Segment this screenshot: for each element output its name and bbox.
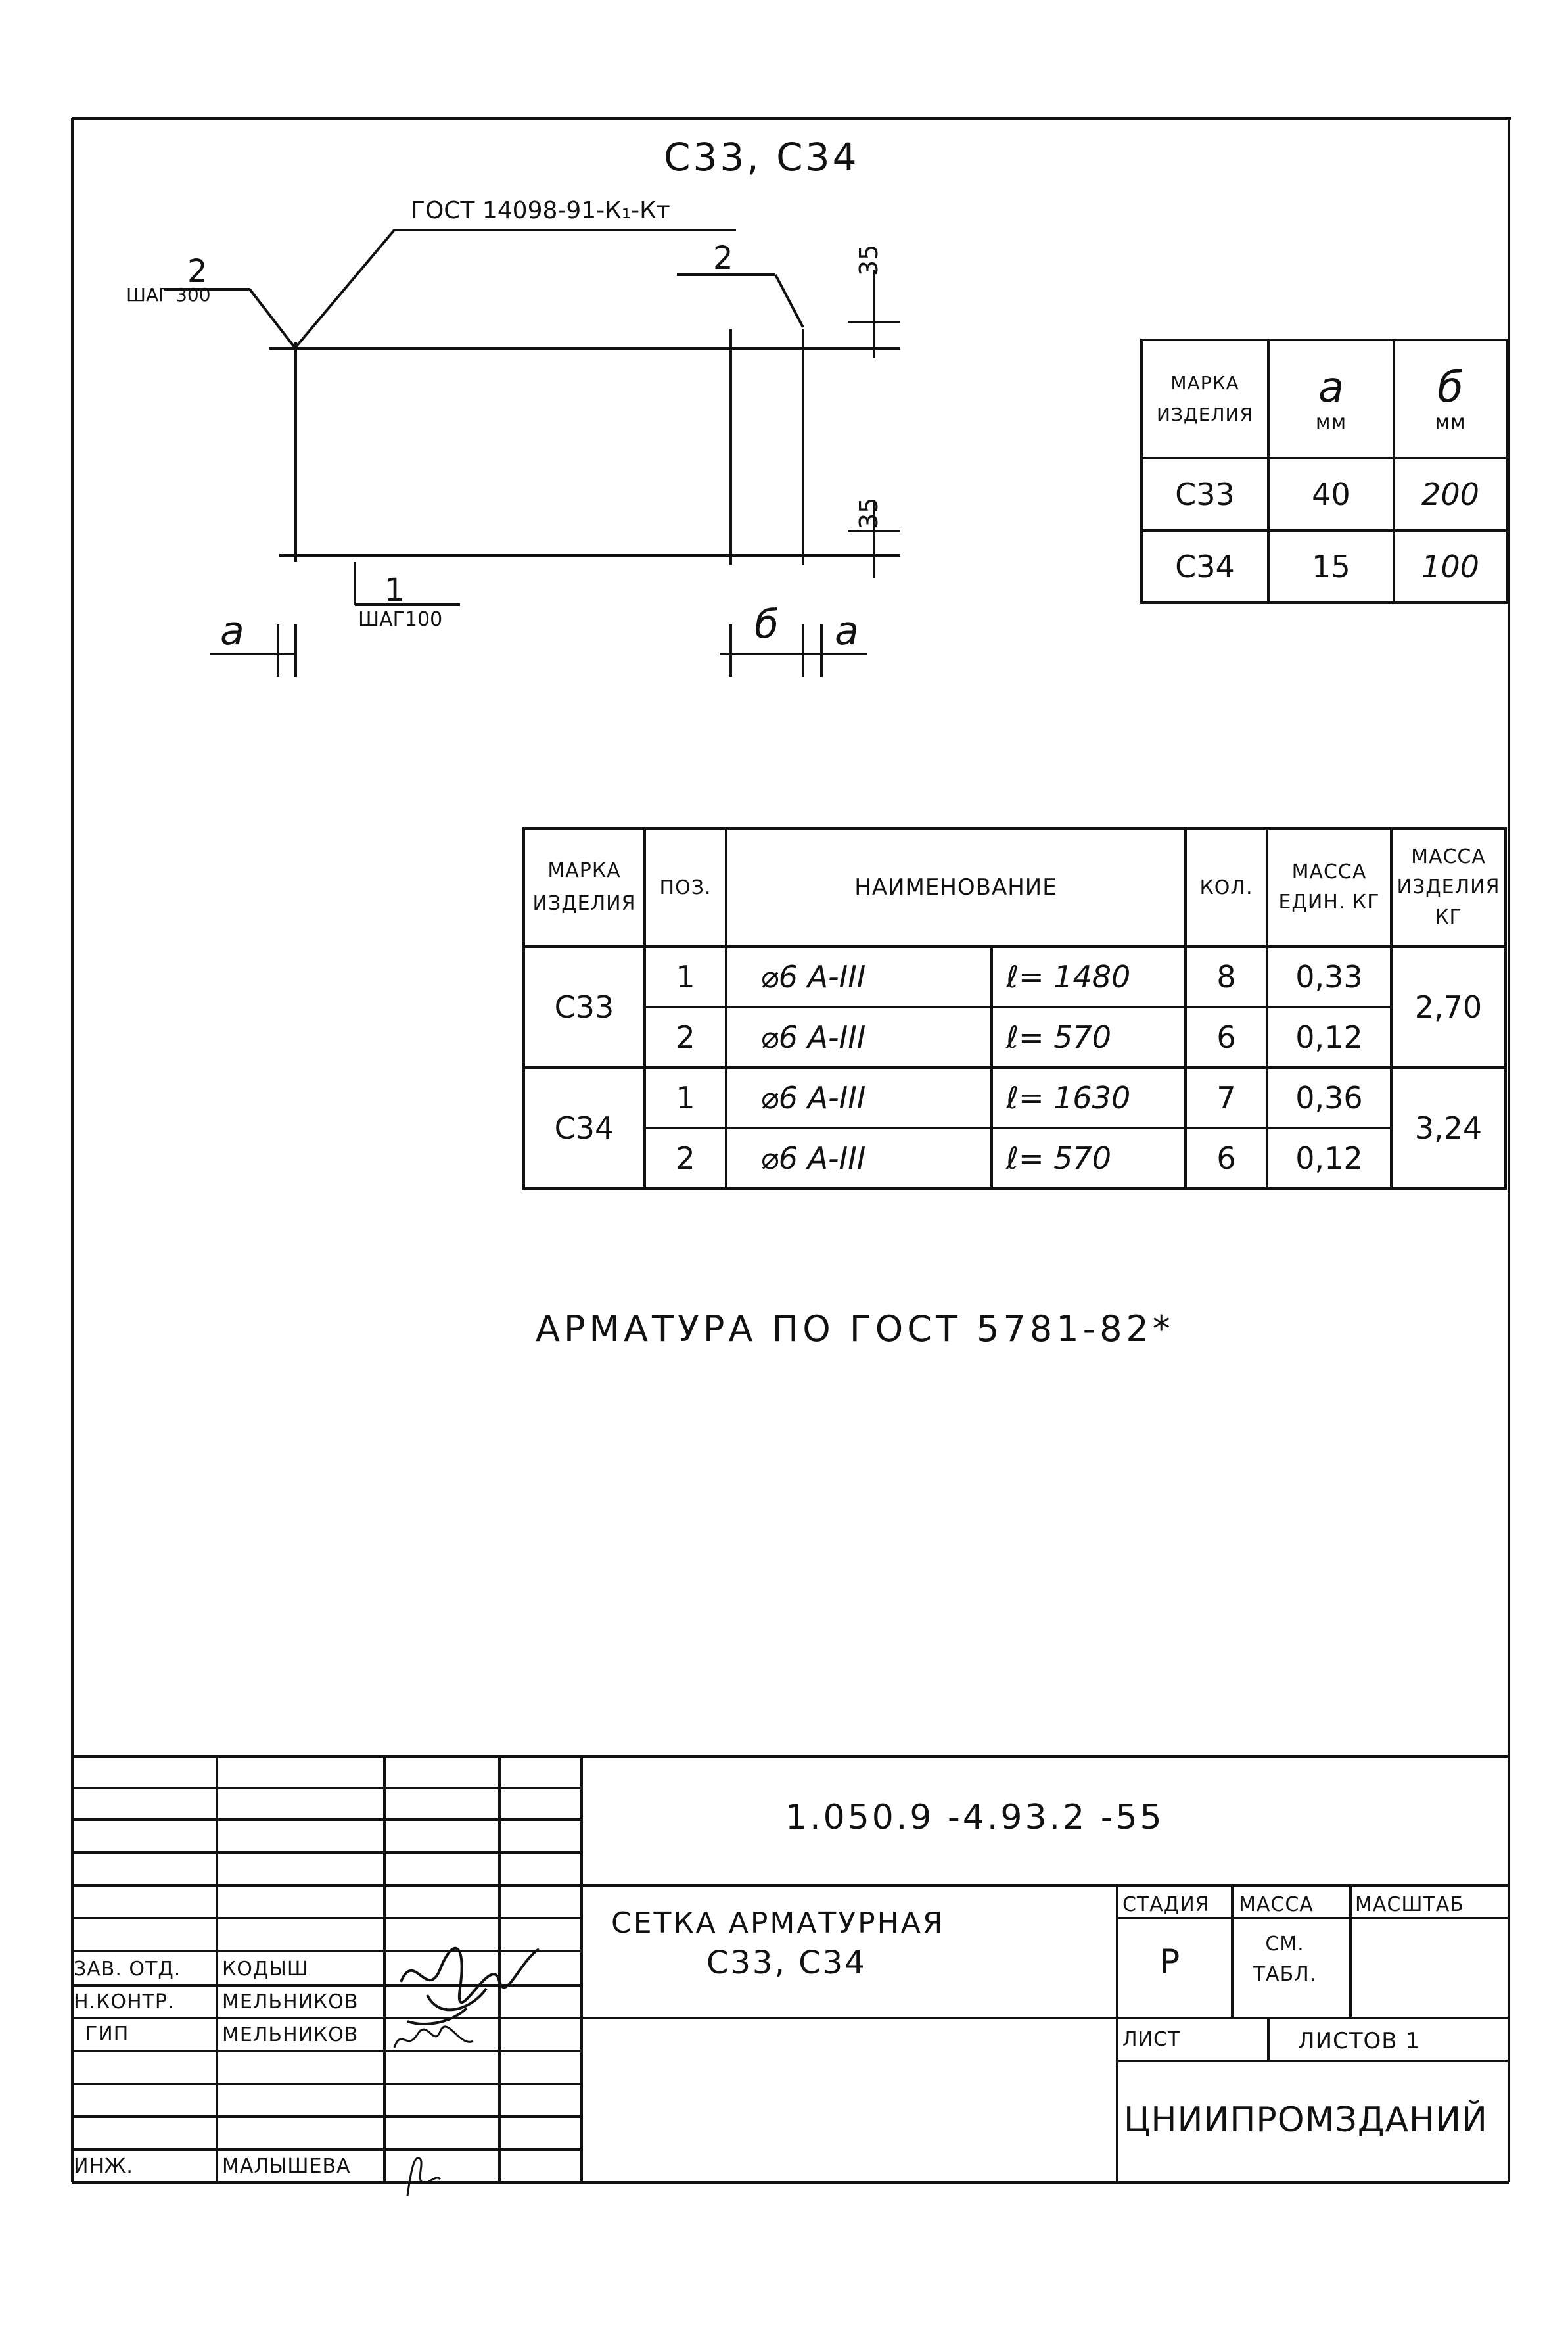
- name-chief-engineer: МЕЛЬНИКОВ: [222, 2023, 359, 2046]
- doc-name-line2: С33, С34: [706, 1944, 867, 1981]
- spec-mass: 0,36: [1267, 1068, 1391, 1128]
- pos2-left-number: 2: [187, 253, 208, 290]
- dim-table-header-a: а мм: [1268, 340, 1394, 458]
- role-engineer: ИНЖ.: [74, 2155, 133, 2178]
- dim-table-a: 40: [1268, 458, 1394, 530]
- spec-length: ℓ= 1630: [992, 1068, 1186, 1128]
- spec-pos: 2: [645, 1128, 726, 1189]
- spec-table-header-row: [524, 828, 1506, 947]
- signature-engineer: [394, 2146, 447, 2199]
- spec-header-mass-item: МАССА ИЗДЕЛИЯ КГ: [1391, 828, 1506, 947]
- spec-mark: С34: [524, 1068, 645, 1189]
- spec-qty: 6: [1186, 1128, 1267, 1189]
- spec-mass-item: 2,70: [1391, 947, 1506, 1068]
- scale-label: МАСШТАБ: [1355, 1893, 1464, 1916]
- pos2-right-number: 2: [713, 240, 733, 277]
- dim-table-a: 15: [1268, 530, 1394, 603]
- table-row: [524, 947, 1506, 1007]
- organization-name: ЦНИИПРОМЗДАНИЙ: [1124, 2100, 1488, 2140]
- spec-header-mark: МАРКА ИЗДЕЛИЯ: [524, 828, 645, 947]
- spec-pos: 2: [645, 1007, 726, 1068]
- spec-mark: С33: [524, 947, 645, 1068]
- dim-table-mark: С33: [1141, 458, 1268, 530]
- spec-name: ⌀6 А-III: [726, 1128, 992, 1189]
- stage-label: СТАДИЯ: [1122, 1893, 1210, 1916]
- spec-mass: 0,12: [1267, 1007, 1391, 1068]
- sheet-label: ЛИСТ: [1122, 2028, 1181, 2051]
- role-norm-control: Н.КОНТР.: [74, 1990, 175, 2013]
- dim-table-header-mark: МАРКА ИЗДЕЛИЯ: [1141, 340, 1268, 458]
- spec-pos: 1: [645, 1068, 726, 1128]
- sheets-label: ЛИСТОВ 1: [1298, 2028, 1421, 2054]
- spec-pos: 1: [645, 947, 726, 1007]
- dim-a-right: а: [835, 608, 859, 654]
- spec-table: [522, 827, 1507, 1190]
- spec-qty: 6: [1186, 1007, 1267, 1068]
- table-row: [1141, 530, 1507, 603]
- dim-table-b: 100: [1394, 530, 1507, 603]
- reinforcement-note: АРМАТУРА ПО ГОСТ 5781-82*: [536, 1308, 1174, 1350]
- spec-mass-item: 3,24: [1391, 1068, 1506, 1189]
- pos1-number: 1: [384, 572, 405, 609]
- table-row: [524, 1007, 1506, 1068]
- mass-label: МАССА: [1239, 1893, 1314, 1916]
- spec-length: ℓ= 1480: [992, 947, 1186, 1007]
- spec-mass: 0,33: [1267, 947, 1391, 1007]
- drawing-title: С33, С34: [664, 135, 860, 179]
- table-row: [524, 1128, 1506, 1189]
- spec-mass: 0,12: [1267, 1128, 1391, 1189]
- dim-b: б: [754, 601, 779, 648]
- gost-label: ГОСТ 14098-91-К₁-Кт: [411, 197, 670, 224]
- table-row: [1141, 458, 1507, 530]
- dim-table: [1140, 339, 1508, 604]
- dim-35-top: 35: [854, 244, 883, 276]
- doc-name-line1: СЕТКА АРМАТУРНАЯ: [611, 1906, 945, 1940]
- spec-name: ⌀6 А-III: [726, 947, 992, 1007]
- stage-value: Р: [1160, 1942, 1180, 1981]
- leader-pos2-right: [775, 275, 803, 327]
- dim-a-left: а: [220, 608, 244, 654]
- doc-code: 1.050.9 -4.93.2 -55: [785, 1798, 1164, 1837]
- spec-qty: 7: [1186, 1068, 1267, 1128]
- spec-header-name: НАИМЕНОВАНИЕ: [726, 828, 1186, 947]
- spec-length: ℓ= 570: [992, 1128, 1186, 1189]
- spec-name: ⌀6 А-III: [726, 1007, 992, 1068]
- dim-table-mark: С34: [1141, 530, 1268, 603]
- dim-table-b: 200: [1394, 458, 1507, 530]
- spec-header-mass-unit: МАССА ЕДИН. КГ: [1267, 828, 1391, 947]
- leader-pos2-left: [250, 289, 294, 347]
- role-chief-engineer: ГИП: [85, 2023, 129, 2046]
- pos1-step: ШАГ100: [358, 608, 443, 631]
- name-head-dept: КОДЫШ: [222, 1958, 309, 1981]
- pos2-left-step: ШАГ 300: [126, 284, 211, 306]
- spec-header-qty: КОЛ.: [1186, 828, 1267, 947]
- dim-table-header-row: [1141, 340, 1507, 458]
- name-norm-control: МЕЛЬНИКОВ: [222, 1990, 359, 2013]
- table-row: [524, 1068, 1506, 1128]
- signature-chief-engineer: [388, 2021, 486, 2054]
- dim-35-bottom: 35: [854, 497, 883, 529]
- name-engineer: МАЛЫШЕВА: [222, 2155, 351, 2178]
- spec-name: ⌀6 А-III: [726, 1068, 992, 1128]
- spec-qty: 8: [1186, 947, 1267, 1007]
- dim-table-header-b: б мм: [1394, 340, 1507, 458]
- role-head-dept: ЗАВ. ОТД.: [74, 1958, 181, 1981]
- spec-header-pos: ПОЗ.: [645, 828, 726, 947]
- spec-length: ℓ= 570: [992, 1007, 1186, 1068]
- mass-value: СМ. ТАБЛ.: [1253, 1933, 1317, 1986]
- leader-gost: [296, 230, 394, 347]
